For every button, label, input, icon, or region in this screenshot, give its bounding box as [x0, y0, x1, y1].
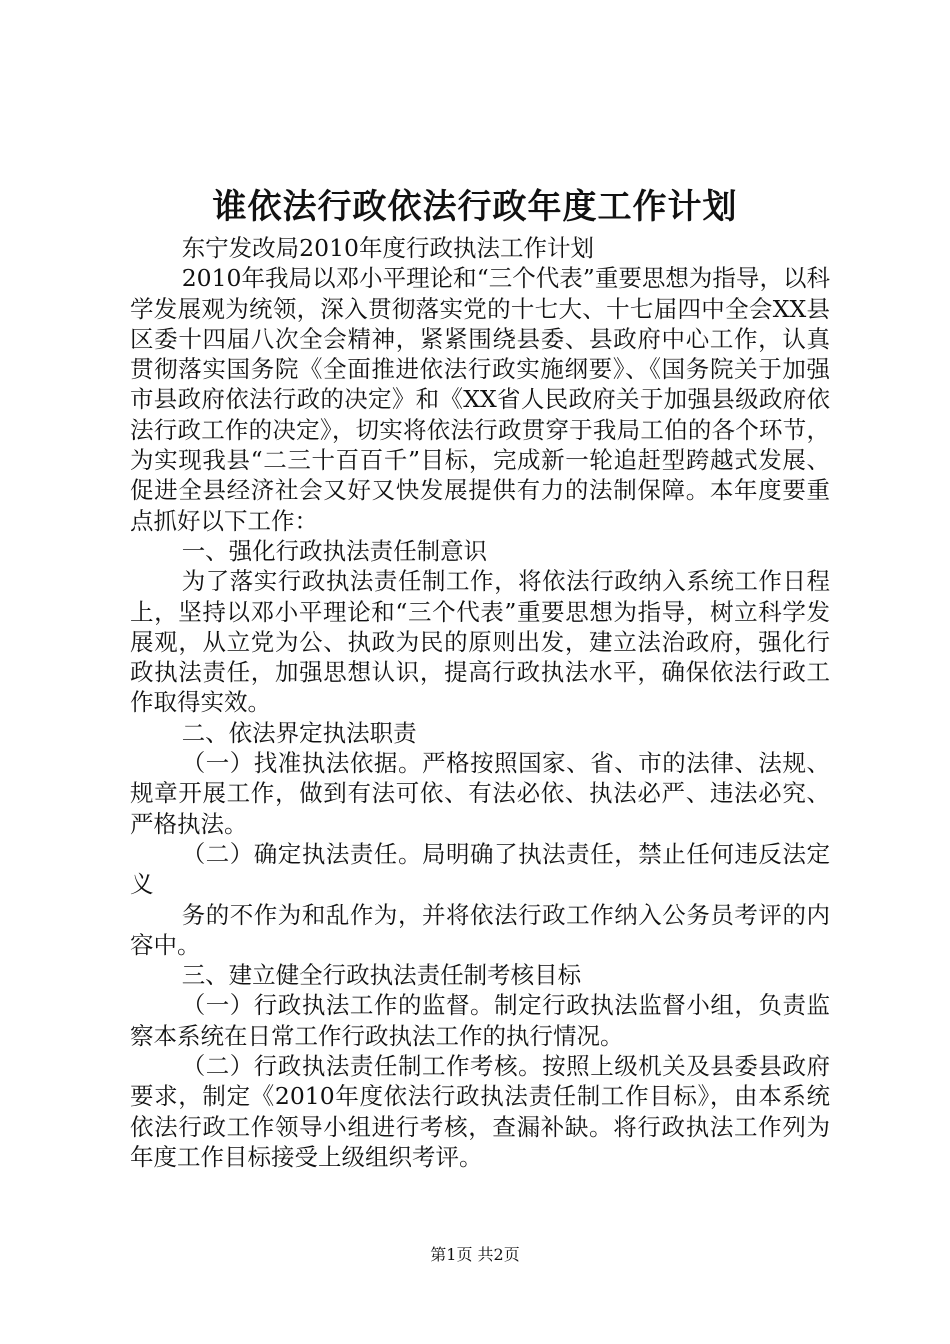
- document-body: [130, 233, 830, 1172]
- paragraph-section-2-item-2: （二）确定执法责任。局明确了执法责任，禁止任何违反法定义: [130, 839, 830, 899]
- paragraph-section-2-item-2-cont: 务的不作为和乱作为，并将依法行政工作纳入公务员考评的内容中。: [130, 900, 830, 959]
- document-title: 谁依法行政依法行政年度工作计划: [212, 187, 738, 227]
- paragraph-section-3-item-1: （一）行政执法工作的监督。制定行政执法监督小组，负责监察本系统在日常工作行政执法工作的执行情况。: [130, 991, 830, 1050]
- paragraph-section-2-item-1: （一）找准执法依据。严格按照国家、省、市的法律、法规、规章开展工作，做到有法可依、有法必依、执法必严、违法必究、严格执法。: [130, 749, 830, 838]
- paragraph-section-1: 为了落实行政执法责任制工作，将依法行政纳入系统工作日程上，坚持以邓小平理论和“三个代表”重要思想为指导，树立科学发展观，从立党为公、执政为民的原则出发，建立法治政府，强化行政执法责任，加强思想认识，提高行政执法水平，确保依法行政工作取得实效。: [130, 567, 830, 717]
- paragraph-subtitle: 东宁发改局2010年度行政执法工作计划: [181, 234, 594, 262]
- paragraph-intro: 2010年我局以邓小平理论和“三个代表”重要思想为指导，以科学发展观为统领，深入贯彻落实党的十七大、十七届四中全会XX县区委十四届八次全会精神，紧紧围绕县委、县政府中心工作，认真贯彻落实国务院《全面推进依法行政实施纲要》、《国务院关于加强市县政府依法行政的决定》和《XX省人民政府关于加强县级政府依法行政工作的决定》，切实将依法行政贯穿于我局工伯的各个环节，为实现我县“二三十百百千”目标，完成新一轮追赶型跨越式发展、促进全县经济社会又好又快发展提供有力的法制保障。本年度要重点抓好以下工作：: [130, 264, 830, 535]
- section-heading-1: 一、强化行政执法责任制意识: [181, 536, 488, 565]
- section-heading-2: 二、依法界定执法职责: [181, 718, 417, 747]
- paragraph-section-3-item-2: （二）行政执法责任制工作考核。按照上级机关及县委县政府要求，制定《2010年度依法行政执法责任制工作目标》，由本系统依法行政工作领导小组进行考核，查漏补缺。将行政执法工作列为年度工作目标接受上级组织考评。: [130, 1052, 830, 1171]
- page-number: 第1页 共2页: [430, 1245, 520, 1264]
- section-heading-3: 三、建立健全行政执法责任制考核目标: [181, 961, 582, 990]
